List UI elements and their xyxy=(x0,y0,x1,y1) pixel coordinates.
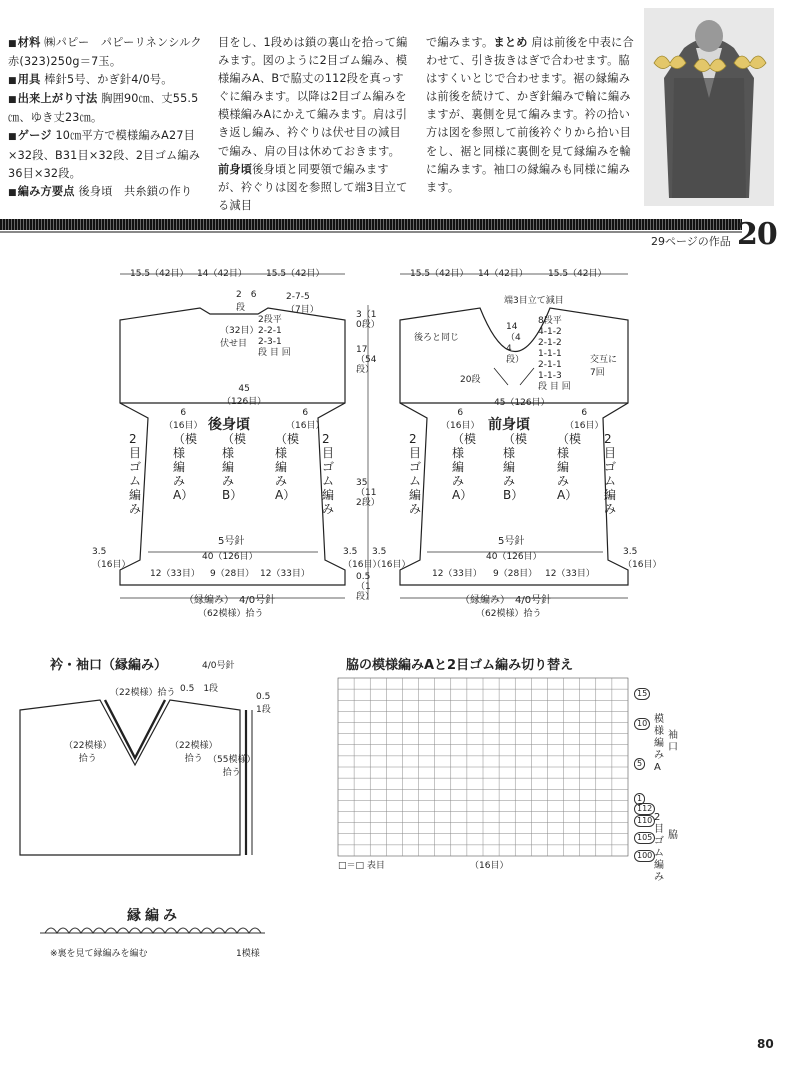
stitch-chart-grid xyxy=(338,678,628,856)
back-top-right-dim: 15.5（42目） xyxy=(266,269,325,279)
back-rib-right: 2目ゴム編み xyxy=(322,432,335,516)
size-text: 胸囲90㎝、丈55.5㎝、ゆき丈23㎝。 xyxy=(8,92,199,125)
back-pickup: （62模様）拾う xyxy=(198,609,264,619)
edging-chart xyxy=(40,928,265,933)
project-number: 20 xyxy=(737,217,777,252)
front-top-right-dim: 15.5（42目） xyxy=(548,269,607,279)
back-seg-left: 12（33目） xyxy=(150,569,200,579)
front-same-as-back: 後ろと同じ xyxy=(414,333,460,343)
chart-width-label: （16目） xyxy=(470,861,509,871)
text-column-3 xyxy=(426,34,636,197)
front-seg-left: 12（33目） xyxy=(432,569,482,579)
chart-row-label: 15 xyxy=(634,688,650,700)
back-pattern-a-right: （模様編みA） xyxy=(275,432,300,502)
front-top-mid-dim: 14（42目） xyxy=(478,269,528,279)
front-width-45: 45（126目） xyxy=(494,398,550,408)
tools-label: 用具 xyxy=(17,73,41,87)
chart-row-label: 105 xyxy=(634,832,655,844)
front-title: 前身頃 xyxy=(488,417,530,433)
front-rib-right: 2目ゴム編み xyxy=(604,432,617,516)
chart-row-label: 100 xyxy=(634,850,655,862)
collar-rows: 0.5 1段 xyxy=(180,684,219,694)
vdim-top: 3（10段） xyxy=(356,310,380,330)
front-text: 後身頃と同要領で編みますが、衿ぐりは図を参照して端3目立てる減目 xyxy=(218,162,408,212)
back-neck-cast: （32目） 伏せ目 xyxy=(220,326,259,349)
col3-text2: 肩は前後を中表に合わせて、引き抜きはぎで合わせます。脇はすくいとじで合わせます。裾の縁編みは前後を続けて、かぎ針編みで輪に編みますが、裏側を見て編みます。衿の拾い方は図を参照して前後衿ぐりから拾い目をし、裾と同様に裏側を見て縁編みを輪に編みます。袖口の縁編みも同様に編みます。 xyxy=(426,36,634,194)
front-label: 前身頃 xyxy=(218,162,253,176)
gauge-label: ゲージ xyxy=(17,129,52,143)
back-needle: 5号針 xyxy=(218,536,245,547)
back-side-6-left: 6 （16目） xyxy=(164,408,203,431)
sleeve-pick: （55模様） 拾う xyxy=(208,755,256,778)
chart-label-rib: 2目ゴム編み xyxy=(654,812,664,883)
back-hem-left: 3.5 （16目） xyxy=(92,547,131,570)
vdim-bottom: 0.5（1段） xyxy=(356,572,375,602)
vdim-lower: 35（112段） xyxy=(356,478,380,508)
col3-text1: で編みます。 xyxy=(426,36,494,49)
garment-photo xyxy=(644,8,774,206)
back-top-mid-dim: 14（42目） xyxy=(197,269,247,279)
back-seg-mid: 9（28目） xyxy=(210,569,255,579)
front-side-6-left: 6 （16目） xyxy=(441,408,480,431)
back-shoulder-note1: 2 6 段 xyxy=(236,290,257,313)
back-shoulder-note2: 2-7-5 （7目） xyxy=(286,292,319,315)
front-edge-note: 端3目立て減目 xyxy=(504,296,564,306)
chart-row-label: 1 xyxy=(634,793,645,805)
garment-photo-art xyxy=(644,8,774,206)
back-title: 後身頃 xyxy=(208,417,250,433)
front-neck-20: 20段 xyxy=(460,375,481,385)
front-needle: 5号針 xyxy=(498,536,525,547)
front-pattern-a-left: （模様編みA） xyxy=(452,432,477,502)
back-pattern-b: （模様編みB） xyxy=(222,432,247,502)
front-edging: （縁編み） 4/0号針 xyxy=(460,595,552,606)
materials-label: 材料 xyxy=(17,36,41,49)
back-pattern-a-left: （模様編みA） xyxy=(173,432,198,502)
finish-label: まとめ xyxy=(493,36,528,49)
back-hem-right: 3.5 （16目） xyxy=(343,547,382,570)
front-width-40: 40（126目） xyxy=(486,552,542,562)
back-side-6-right: 6 （16目） xyxy=(286,408,325,431)
front-hem-left: 3.5 （16目） xyxy=(372,547,411,570)
size-label: 出来上がり寸法 xyxy=(17,92,98,106)
chart-label-pattern-a: 模様編みA xyxy=(654,714,664,773)
col2-text: 目をし、1段めは鎖の裏山を拾って編みます。図のように2目ゴム編み、模様編みA、Bで脇丈の112段を真っすぐに編みます。以降は2目ゴム編みを模様編みAにかえて編みます。肩は引き返し編み、衿ぐりは伏せ目の減目で編み、肩の目は休めておきます。 xyxy=(218,36,408,158)
collar-cuff-title: 衿・袖口（縁編み） xyxy=(50,658,168,673)
collar-cuff-needle: 4/0号針 xyxy=(202,661,235,671)
front-seg-right: 12（33目） xyxy=(545,569,595,579)
materials-text: ㈱パピー パピーリネンシルク 赤(323)250g＝7玉。 xyxy=(8,36,202,69)
header-divider-thin xyxy=(0,231,742,233)
stitch-chart-gridlines xyxy=(338,678,628,856)
edging-repeat: 1模様 xyxy=(236,949,260,959)
front-top-left-dim: 15.5（42目） xyxy=(410,269,469,279)
back-width-45: 45 （126目） xyxy=(222,384,267,407)
chart-row-label: 5 xyxy=(634,758,645,770)
front-hem-right: 3.5 （16目） xyxy=(623,547,662,570)
tools-text: 棒針5号、かぎ針4/0号。 xyxy=(44,73,173,87)
chart-legend: □＝□ 表目 xyxy=(338,861,385,871)
text-column-1 xyxy=(8,34,204,202)
method-text: 後身頃 共糸鎖の作り xyxy=(78,184,193,198)
collar-back-pick: （22模様）拾う xyxy=(110,688,176,698)
sleeve-rows: 0.5 1段 xyxy=(256,692,271,715)
front-pattern-b: （模様編みB） xyxy=(503,432,528,502)
chart-row-label: 112 xyxy=(634,803,655,815)
chart-title: 脇の模様編みAと2目ゴム編み切り替え xyxy=(346,658,574,673)
chart-label-cuff: 袖口 xyxy=(668,730,678,753)
page-reference: 29ページの作品 xyxy=(651,235,731,248)
chart-row-label: 110 xyxy=(634,815,655,827)
text-column-2 xyxy=(218,34,411,215)
back-edging: （縁編み） 4/0号針 xyxy=(184,595,276,606)
vdim-mid: 17（54段） xyxy=(356,345,377,375)
front-side-6-right: 6 （16目） xyxy=(565,408,604,431)
chart-label-side: 脇 xyxy=(668,830,678,841)
back-width-40: 40（126目） xyxy=(202,552,258,562)
gauge-text: 10㎝平方で模様編みA27目×32段、B31目×32段、2目ゴム編み36目×32段。 xyxy=(8,129,201,180)
edging-note: ※裏を見て縁編みを編む xyxy=(50,949,148,959)
collar-right-pick: （22模様） 拾う xyxy=(170,741,218,764)
method-label: 編み方要点 xyxy=(17,184,75,198)
front-seg-mid: 9（28目） xyxy=(493,569,538,579)
back-seg-right: 12（33目） xyxy=(260,569,310,579)
front-rib-left: 2目ゴム編み xyxy=(409,432,422,516)
header-divider xyxy=(0,219,742,230)
front-pickup: （62模様）拾う xyxy=(476,609,542,619)
collar-left-pick: （22模様） 拾う xyxy=(64,741,112,764)
front-alternate: 交互に 7回 xyxy=(590,355,618,378)
front-neck-depth: 14（44段） xyxy=(506,322,525,365)
back-top-left-dim: 15.5（42目） xyxy=(130,269,189,279)
page-number: 80 xyxy=(757,1037,774,1051)
chart-row-label: 10 xyxy=(634,718,650,730)
front-pattern-a-right: （模様編みA） xyxy=(557,432,582,502)
back-rib-left: 2目ゴム編み xyxy=(129,432,142,516)
edging-title: 縁編み xyxy=(127,908,181,924)
back-neck-rows: 2段平 2-2-1 2-3-1 段 目 回 xyxy=(258,315,291,358)
front-neck-rows: 8段平 4-1-2 2-1-2 1-1-1 2-1-1 1-1-3 段 目 回 xyxy=(538,316,571,392)
